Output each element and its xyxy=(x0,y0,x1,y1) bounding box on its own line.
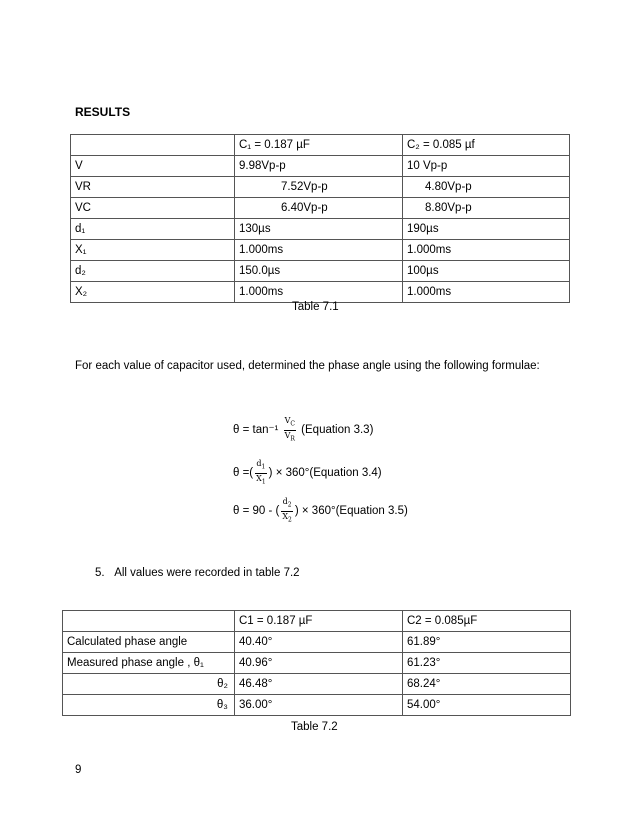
table-caption: Table 7.2 xyxy=(291,721,338,733)
list-number: 5. xyxy=(95,567,105,579)
row-label: X₂ xyxy=(71,282,235,303)
table-cell: 9.98Vp-p xyxy=(235,156,403,177)
table-row xyxy=(71,177,570,198)
table-header-cell: C2 = 0.085µF xyxy=(403,611,571,632)
table-row xyxy=(63,695,571,716)
row-label: θ₃ xyxy=(63,695,235,716)
table-row xyxy=(71,282,570,303)
numerator: d xyxy=(282,497,288,506)
results-table-7-1 xyxy=(70,134,570,303)
numerator: d xyxy=(256,459,262,468)
table-cell: 190µs xyxy=(403,219,570,240)
table-cell: 8.80Vp-p xyxy=(403,198,570,219)
table-cell: 40.40° xyxy=(235,632,403,653)
table-cell: 130µs xyxy=(235,219,403,240)
denominator-subscript: 2 xyxy=(288,516,292,524)
table-header-cell: C₂ = 0.085 µf xyxy=(403,135,570,156)
fraction xyxy=(284,416,296,444)
table-cell: 54.00° xyxy=(403,695,571,716)
table-header-cell: C₁ = 0.187 µF xyxy=(235,135,403,156)
table-row xyxy=(71,156,570,177)
row-label: V xyxy=(71,156,235,177)
table-cell: 1.000ms xyxy=(235,282,403,303)
table-cell: 10 Vp-p xyxy=(403,156,570,177)
denominator-subscript: R xyxy=(290,435,295,443)
denominator-subscript: 1 xyxy=(261,478,266,486)
equation-3-5 xyxy=(233,497,408,525)
table-header-row xyxy=(63,611,571,632)
denominator: X xyxy=(256,473,262,483)
table-cell xyxy=(63,611,235,632)
table-cell: 7.52Vp-p xyxy=(235,177,403,198)
equation-lhs: θ = tan⁻¹ xyxy=(233,424,279,437)
table-cell: 100µs xyxy=(403,261,570,282)
row-label: VR xyxy=(71,177,235,198)
numerator-subscript: C xyxy=(290,420,295,428)
row-label: θ₂ xyxy=(63,674,235,695)
table-caption: Table 7.1 xyxy=(292,301,339,313)
body-paragraph: For each value of capacitor used, determined the phase angle using the following formulae: xyxy=(75,360,540,372)
row-label: d₁ xyxy=(71,219,235,240)
table-row xyxy=(63,674,571,695)
row-label: Measured phase angle , θ₁ xyxy=(63,653,235,674)
equation-rhs: ) × 360°(Equation 3.4) xyxy=(268,467,382,480)
table-header-row xyxy=(71,135,570,156)
row-label: d₂ xyxy=(71,261,235,282)
results-table-7-2 xyxy=(62,610,571,716)
table-cell: 68.24° xyxy=(403,674,571,695)
fraction xyxy=(281,497,293,525)
denominator: V xyxy=(284,430,291,440)
table-cell: 6.40Vp-p xyxy=(235,198,403,219)
table-row xyxy=(71,240,570,261)
table-row xyxy=(71,198,570,219)
table-cell: 46.48° xyxy=(235,674,403,695)
table-cell: 40.96° xyxy=(235,653,403,674)
equation-lhs: θ = 90 - ( xyxy=(233,505,280,518)
table-cell: 4.80Vp-p xyxy=(403,177,570,198)
table-header-cell: C1 = 0.187 µF xyxy=(235,611,403,632)
numerator: V xyxy=(284,416,291,425)
table-row xyxy=(71,261,570,282)
table-cell: 61.89° xyxy=(403,632,571,653)
table-cell: 36.00° xyxy=(235,695,403,716)
row-label: VC xyxy=(71,198,235,219)
equation-3-3 xyxy=(233,416,373,444)
page-number: 9 xyxy=(75,764,82,776)
row-label: Calculated phase angle xyxy=(63,632,235,653)
table-cell: 1.000ms xyxy=(235,240,403,261)
fraction xyxy=(255,459,267,487)
row-label: X₁ xyxy=(71,240,235,261)
table-cell: 1.000ms xyxy=(403,282,570,303)
list-item xyxy=(95,567,300,579)
denominator: X xyxy=(282,511,289,521)
results-heading: RESULTS xyxy=(75,105,131,119)
numerator-subscript: 2 xyxy=(287,501,292,509)
table-row xyxy=(71,219,570,240)
numerator-subscript: 1 xyxy=(261,463,266,471)
equation-3-4 xyxy=(233,459,382,487)
list-text: All values were recorded in table 7.2 xyxy=(114,567,300,579)
table-row xyxy=(63,632,571,653)
table-cell: 150.0µs xyxy=(235,261,403,282)
equation-rhs: ) × 360°(Equation 3.5) xyxy=(294,505,408,518)
table-row xyxy=(63,653,571,674)
equation-lhs: θ =( xyxy=(233,467,254,480)
table-cell: 61.23° xyxy=(403,653,571,674)
table-cell: 1.000ms xyxy=(403,240,570,261)
equation-label: (Equation 3.3) xyxy=(301,424,374,437)
table-cell xyxy=(71,135,235,156)
